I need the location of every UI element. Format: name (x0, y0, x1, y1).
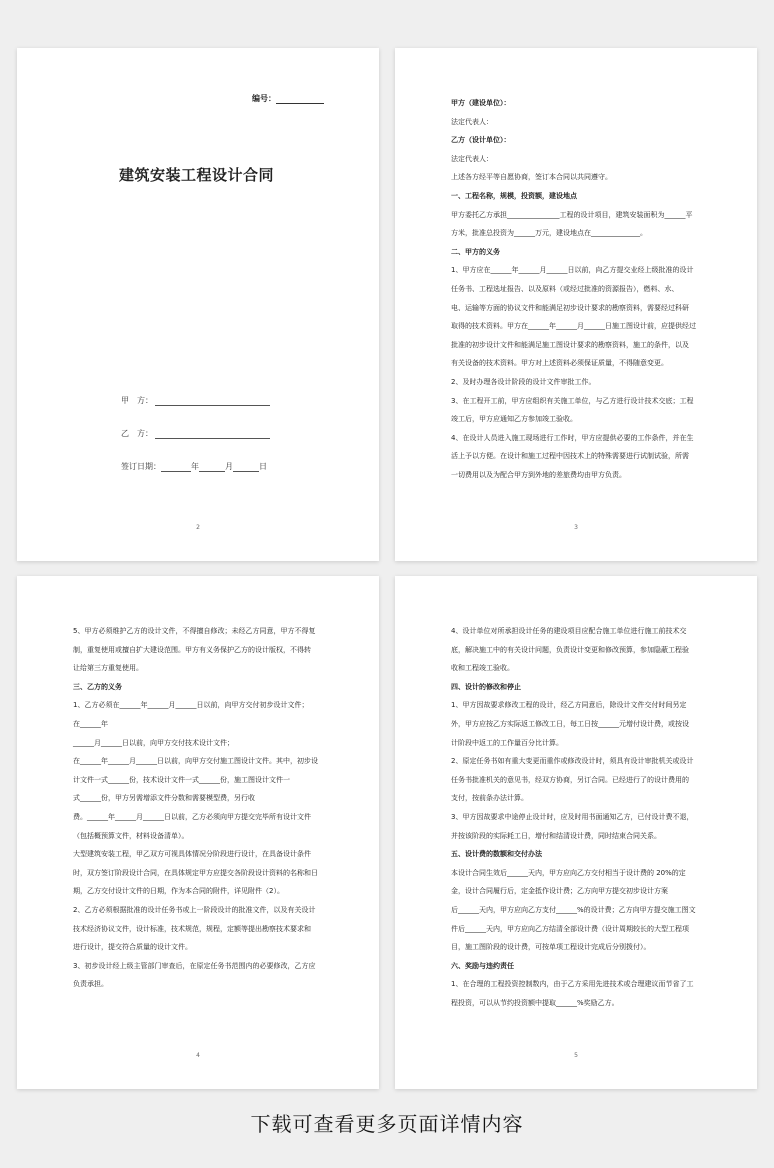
text-line: 4、在设计人员进入施工现场进行工作时，甲方应提供必要的工作条件，并在生 (451, 433, 694, 442)
text-line: 1、在合理的工程投资控制数内，由于乙方采用先进技术或合理建议而节省了工 (451, 980, 694, 989)
page-number: 4 (196, 1052, 200, 1059)
page-text (451, 94, 699, 484)
text-line: 取得的技术资料。甲方在______年______月______日施工图设计前，应提供经过 (451, 322, 696, 331)
text-line: 负责承担。 (73, 980, 108, 989)
text-line: 让给第三方重复使用。 (73, 664, 143, 673)
section-heading: 六、奖励与违约责任 (451, 961, 514, 970)
contract-number-label: 编号： (252, 94, 276, 103)
text-line: 式______份，甲方另需增添文件分数和需要模型费，另行收 (73, 794, 255, 803)
text-line: 2、及时办理各设计阶段的设计文件审批工作。 (451, 377, 596, 386)
text-line: 任务书、工程选址报告、以及原料（或经过批准的资源报告），燃料、水、 (451, 284, 679, 293)
text-line: 竣工后，甲方应通知乙方参加竣工验收。 (451, 415, 577, 424)
text-line: 法定代表人： (451, 154, 493, 163)
section-heading: 五、设计费的数额和交付办法 (451, 850, 542, 859)
party-a-field (121, 395, 270, 406)
download-more-caption: 下载可查看更多页面详情内容 (250, 1112, 524, 1136)
text-line: 大型建筑安装工程，甲乙双方可视具体情况分阶段进行设计，在具备设计条件 (73, 850, 311, 859)
section-heading: 二、甲方的义务 (451, 247, 500, 256)
text-line: 收和工程竣工验收。 (451, 664, 514, 673)
text-line: 计阶段中返工的工作量百分比计算。 (451, 738, 563, 747)
month-label: 月 (225, 462, 233, 471)
text-line: 上述各方经平等自愿协商，签订本合同以共同遵守。 (451, 173, 612, 182)
contract-page-5 (395, 576, 757, 1089)
text-line: 底，解决施工中的有关设计问题，负责设计变更和修改预算，参加隐蔽工程验 (451, 645, 689, 654)
text-line: 甲方委托乙方承担_______________工程的设计项目，建筑安装面积为______平 (451, 210, 693, 219)
text-line: 方米，批准总投资为______万元，建设地点在______________。 (451, 229, 647, 238)
party-b-label: 乙 方： (121, 429, 153, 438)
text-line: 3、甲方因故要求中途停止设计时，应及时用书面通知乙方，已付设计费不退， (451, 812, 694, 821)
text-line: 在______年 (73, 719, 108, 728)
text-line: 1、乙方必须在______年______月______日以前，向甲方交付初步设计文件； (73, 701, 309, 710)
sign-date-label: 签订日期： (121, 462, 161, 471)
party-a-blank (155, 396, 270, 406)
page-number: 2 (196, 524, 200, 531)
text-line: 技术经济协议文件，设计标准，技术规范，规程，定额等提出勘察技术要求和 (73, 924, 311, 933)
text-line: 任务书批准机关的意见书，经双方协商，另订合同。已经进行了的设计费用的 (451, 775, 689, 784)
text-line: 并按该阶段的实际耗工日，增付和结清设计费，同时结束合同关系。 (451, 831, 661, 840)
contract-number (252, 93, 324, 104)
text-line: 本设计合同生效后______天内，甲方应向乙方交付相当于设计费的 20%的定 (451, 868, 686, 877)
year-label: 年 (191, 462, 199, 471)
sign-date-field (121, 461, 267, 472)
contract-page-3 (395, 48, 757, 561)
section-heading: 乙方（设计单位）： (451, 136, 511, 145)
text-line: 法定代表人： (451, 117, 493, 126)
contract-page-4 (17, 576, 379, 1089)
text-line: 2、乙方必须根据批准的设计任务书或上一阶段设计的批准文件，以及有关设计 (73, 905, 316, 914)
cover-page (17, 48, 379, 561)
day-label: 日 (259, 462, 267, 471)
section-heading: 一、工程名称，规模，投资额，建设地点 (451, 191, 577, 200)
text-line: 件后______天内，甲方应向乙方结清全部设计费（设计周期较长的大型工程项 (451, 924, 689, 933)
text-line: 一切费用以及为配合甲方到外地的差旅费均由甲方负责。 (451, 470, 626, 479)
month-blank (199, 462, 225, 472)
text-line: 制，重复使用或擅自扩大建设范围。甲方有义务保护乙方的设计版权，不得转 (73, 645, 311, 654)
text-line: 3、在工程开工前，甲方应组织有关施工单位，与乙方进行设计技术交底；工程 (451, 396, 694, 405)
text-line: 金，设计合同履行后，定金抵作设计费；乙方向甲方提交初步设计方案 (451, 887, 668, 896)
text-line: 1、甲方应在______年______月______日以前，向乙方提交业经上级批准的设计 (451, 266, 694, 275)
text-line: 期，乙方交付设计文件的日期，作为本合同的附件，详见附件（2）。 (73, 887, 284, 896)
text-line: ______月______日以前，向甲方交付技术设计文件； (73, 738, 234, 747)
party-b-blank (155, 429, 270, 439)
text-line: 活上予以方便。在设计和施工过程中因技术上的特殊需要进行试制试验，所需 (451, 452, 689, 461)
text-line: 批准的初步设计文件和能满足施工图设计要求的勘察资料，施工的条件，以及 (451, 340, 689, 349)
day-blank (233, 462, 259, 472)
contract-title: 建筑安装工程设计合同 (119, 166, 275, 184)
text-line: 5、甲方必须维护乙方的设计文件，不得擅自修改；未经乙方同意，甲方不得复 (73, 627, 316, 635)
text-line: 时，双方签订阶段设计合同，在具体规定甲方应提交各阶段设计资料的名称和日 (73, 868, 318, 877)
text-line: 有关设备的技术资料。甲方对上述资料必须保证质量，不得随意变更。 (451, 359, 668, 368)
party-b-field (121, 428, 270, 439)
text-line: 程投资，可以从节约投资额中提取______%奖励乙方。 (451, 998, 619, 1007)
section-heading: 甲方（建设单位）： (451, 99, 511, 107)
text-line: 电、运输等方面的协议文件和能满足初步设计要求的勘察资料，需要经过科研 (451, 303, 689, 312)
page-number: 5 (574, 1052, 578, 1059)
text-line: （包括概预算文件，材料设备清单）。 (73, 831, 189, 840)
text-line: 后______天内，甲方应向乙方支付______%的设计费；乙方向甲方提交施工图文 (451, 905, 696, 914)
text-line: 外，甲方应按乙方实际返工修改工日，每工日按______元增付设计费，或按设 (451, 719, 689, 728)
text-line: 计文件一式______份，技术设计文件一式______份，施工图设计文件一 (73, 775, 290, 784)
page-text (451, 622, 699, 1012)
text-line: 费。______年______月______日以前，乙方必须向甲方提交完毕所有设计文件 (73, 812, 311, 821)
text-line: 支付，按前条办法计算。 (451, 794, 528, 803)
year-blank (161, 462, 191, 472)
text-line: 1、甲方因故要求修改工程的设计，经乙方同意后，除设计文件交付时间另定 (451, 701, 687, 710)
text-line: 2、原定任务书如有重大变更而重作或修改设计时，须具有设计审批机关或设计 (451, 757, 694, 766)
party-a-label: 甲 方： (121, 396, 153, 405)
text-line: 目，施工图阶段的设计费，可按单项工程设计完成后分别拨付）。 (451, 943, 651, 952)
text-line: 4、设计单位对所承担设计任务的建设项目应配合施工单位进行施工前技术交 (451, 627, 687, 635)
contract-number-blank (276, 94, 324, 104)
page-text (73, 622, 321, 994)
text-line: 进行设计，提交符合质量的设计文件。 (73, 943, 192, 952)
text-line: 3、初步设计经上级主管部门审查后，在原定任务书范围内的必要修改，乙方应 (73, 961, 316, 970)
page-number: 3 (574, 524, 578, 531)
section-heading: 三、乙方的义务 (73, 682, 122, 691)
section-heading: 四、设计的修改和停止 (451, 682, 521, 691)
text-line: 在______年______月______日以前，向甲方交付施工图设计文件。其中，初步设 (73, 757, 318, 766)
